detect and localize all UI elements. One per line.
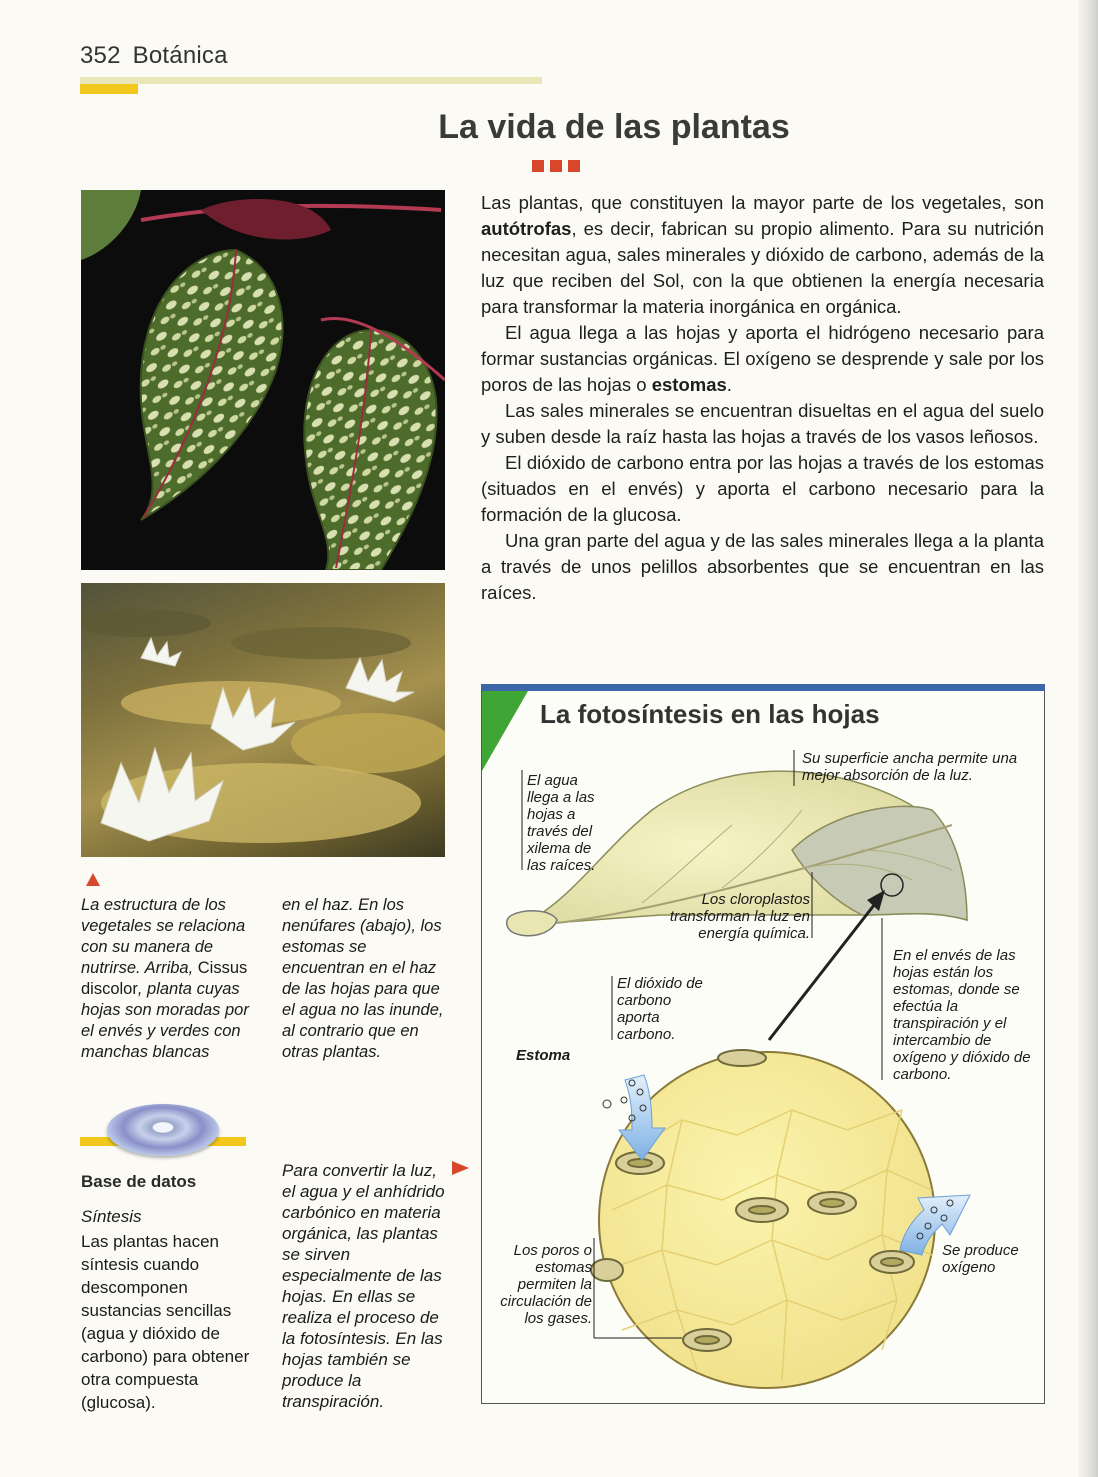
label-leaf-surface: Su superficie ancha permite una mejor absorción de la luz. xyxy=(802,750,1018,784)
header-rule xyxy=(80,77,542,84)
bold-term: autótrofas xyxy=(481,218,572,239)
water-lily-illustration xyxy=(81,583,445,857)
label-stoma: Estoma xyxy=(516,1047,571,1064)
side-note: Para convertir la luz, el agua y el anhídrido carbónico en materia orgánica, las plantas se sirven especialmente de las hojas. En ellas se realiza el proceso de la fotosíntesis. En las hojas también se produce la transpiración. xyxy=(282,1161,445,1411)
text: El agua llega a las hojas y aporta el hidrógeno necesario para formar sustancias orgánicas. El oxígeno se desprende y sale por los poros de las hojas o xyxy=(481,322,1044,395)
paragraph: Una gran parte del agua y de las sales minerales llega a la planta a través de unos pelillos absorbentes que se encuentran en las raíces. xyxy=(481,530,1044,603)
box-title: La fotosíntesis en las hojas xyxy=(540,699,880,729)
title-ornament-square xyxy=(532,160,544,172)
label-oxygen-produced: Se produce oxígeno xyxy=(942,1242,1019,1276)
database-title: Base de datos xyxy=(81,1172,197,1191)
label-chloroplasts: Los cloroplastos transforman la luz en energía química. xyxy=(669,891,810,942)
page-number: 352 xyxy=(80,42,121,69)
text: Las plantas, que constituyen la mayor parte de los vegetales, son xyxy=(481,192,1044,213)
paragraph: El dióxido de carbono entra por las hojas a través de los estomas (situados en el envés) y aporta el carbono necesario para la formación de la glucosa. xyxy=(481,452,1044,525)
label-co2: El dióxido de carbono aporta carbono. xyxy=(617,975,703,1043)
running-header xyxy=(80,42,228,70)
plant-name: Cissus discolor xyxy=(81,959,248,998)
caption-text: La estructura de los vegetales se relaciona con su manera de nutrirse. Arriba, xyxy=(81,896,246,977)
side-note-pointer-triangle xyxy=(452,1161,469,1175)
scan-page-edge xyxy=(1078,0,1098,1477)
caption-pointer-triangle xyxy=(86,873,100,886)
cd-disc-icon xyxy=(107,1104,219,1156)
paragraph xyxy=(481,190,1044,320)
bold-term: estomas xyxy=(651,374,727,395)
cissus-discolor-photo xyxy=(81,190,445,570)
label-water-xylem: El agua llega a las hojas a través del xilema de las raíces. xyxy=(527,772,596,874)
leaf-petiole xyxy=(507,911,557,936)
main-body-text xyxy=(481,190,1044,606)
box-top-bar xyxy=(481,684,1045,691)
label-leaf-underside-stomata: En el envés de las hojas están los estomas, donde se efectúa la transpiración y el intercambio de oxígeno y dióxido de carbono. xyxy=(893,947,1031,1083)
paragraph xyxy=(481,320,1044,398)
text: , es decir, fabrican su propio alimento. Para su nutrición necesitan agua, sales minerales y dióxido de carbono, además de la luz que reciben del Sol, con la que obtienen la energía necesaria para transformar la materia inorgánica en orgánica. xyxy=(481,218,1044,317)
database-term: Síntesis xyxy=(81,1207,142,1226)
photo-caption-col1 xyxy=(81,895,256,1063)
label-pores-gases: Los poros o estomas permiten la circulación de los gases. xyxy=(500,1242,592,1327)
page-title: La vida de las plantas xyxy=(438,108,790,146)
title-ornament-square xyxy=(550,160,562,172)
title-ornament-square xyxy=(568,160,580,172)
header-accent-bar xyxy=(80,84,138,94)
text: . xyxy=(726,374,732,395)
paragraph: Las sales minerales se encuentran disueltas en el agua del suelo y suben desde la raíz hasta las hojas a través de los vasos leñosos. xyxy=(481,400,1044,447)
cissus-leaves-illustration xyxy=(81,190,445,570)
section-name: Botánica xyxy=(132,42,228,69)
caption-text: , planta cuyas hojas son moradas por el envés y verdes con manchas blancas xyxy=(81,980,249,1061)
photo-caption-col2: en el haz. En los nenúfares (abajo), los estomas se encuentran en el haz de las hojas para que el agua no las inunde, al contrario que en otras plantas. xyxy=(282,896,444,1061)
database-definition: Las plantas hacen síntesis cuando descomponen sustancias sencillas (agua y dióxido de carbono) para obtener otra compuesta (glucosa). xyxy=(81,1232,250,1412)
water-lily-photo xyxy=(81,583,445,857)
